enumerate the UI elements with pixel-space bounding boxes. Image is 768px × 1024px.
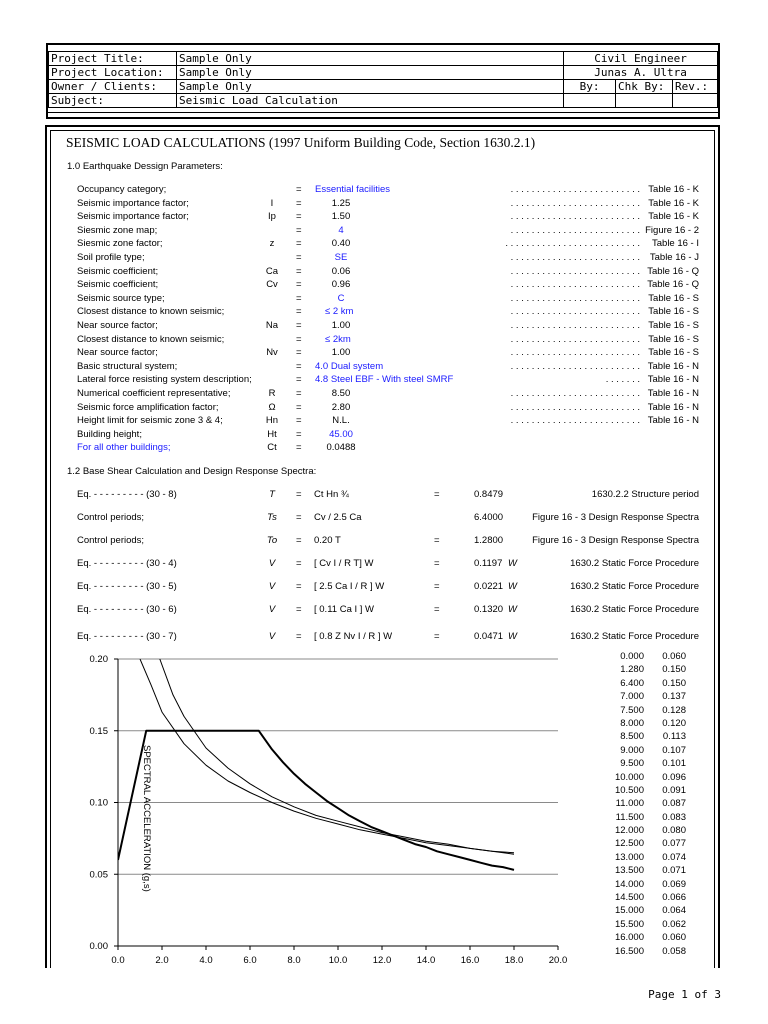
table-acceleration: 0.150: [662, 677, 686, 689]
owner-label: Owner / Clients:: [49, 80, 177, 94]
equation-label: Eq. - - - - - - - - - (30 - 5): [77, 581, 177, 592]
param-label: Closest distance to known seismic;: [77, 306, 225, 318]
equation-reference: 1630.2 Static Force Procedure: [570, 604, 699, 615]
param-equals: =: [296, 374, 302, 386]
param-dots: . . . . . . . . . . . . . . . . . . . . . . . . . .: [505, 238, 640, 250]
engineer-title: Civil Engineer: [564, 52, 718, 66]
header-table: [48, 51, 718, 108]
param-equals: =: [296, 265, 302, 277]
equation-label: Eq. - - - - - - - - - (30 - 8): [77, 489, 177, 500]
param-equals: =: [296, 211, 302, 223]
param-equals: =: [296, 238, 302, 250]
table-row: [590, 651, 700, 664]
equation-expression: [ 0.8 Z Nv I / R ] W: [314, 631, 393, 642]
equation-symbol: V: [268, 558, 276, 569]
equation-equals: =: [296, 535, 302, 546]
equation-value: 0.1197: [474, 558, 503, 569]
equation-reference: Figure 16 - 3 Design Response Spectra: [532, 535, 699, 546]
x-tick-label: 12.0: [372, 955, 392, 966]
table-acceleration: 0.060: [662, 932, 686, 944]
document-title: SEISMIC LOAD CALCULATIONS (1997 Uniform Building Code, Section 1630.2.1): [66, 135, 536, 150]
section1-title: 1.0 Earthquake Dessign Parameters:: [67, 161, 223, 172]
project-location-value: Sample Only: [176, 66, 563, 80]
param-symbol: Cv: [266, 279, 278, 291]
x-tick-label: 6.0: [243, 955, 257, 966]
param-symbol: z: [269, 238, 275, 250]
param-row: [0, 334, 768, 347]
param-label: Near source factor;: [77, 347, 158, 359]
param-equals: =: [296, 306, 302, 318]
table-acceleration: 0.071: [662, 865, 686, 877]
table-period: 16.500: [614, 945, 644, 957]
table-acceleration: 0.060: [662, 651, 686, 662]
param-value: Essential facilities: [315, 184, 390, 195]
param-row: [0, 198, 768, 211]
param-dots: . . . . . . . . . . . . . . . . . . . . . . . . .: [510, 306, 640, 318]
param-row: [0, 388, 768, 401]
equation-symbol: V: [268, 581, 276, 592]
param-equals: =: [296, 197, 302, 209]
param-dots: . . . . . . . . . . . . . . . . . . . . . . . . .: [510, 211, 640, 223]
param-row: [0, 415, 768, 428]
table-period: 16.000: [614, 932, 644, 944]
equation-reference: 1630.2.2 Structure period: [591, 489, 699, 500]
equation-row: [0, 489, 768, 503]
equation-unit: W: [508, 581, 517, 592]
equation-label: Control periods;: [77, 512, 145, 523]
param-dots: . . . . . . . . . . . . . . . . . . . . . . . . .: [510, 388, 640, 399]
project-title-label: Project Title:: [49, 52, 177, 66]
param-value: 0.40: [331, 238, 351, 250]
param-dots: . . . . . . . . . . . . . . . . . . . . . . . . .: [510, 401, 640, 413]
param-row: [0, 402, 768, 415]
param-row: [0, 211, 768, 224]
rev-label: Rev.:: [672, 80, 717, 94]
param-row: [0, 429, 768, 442]
table-row: [590, 879, 700, 892]
table-acceleration: 0.069: [662, 878, 686, 890]
equation-equals: =: [296, 512, 302, 523]
param-equals: =: [296, 292, 302, 304]
table-row: [590, 718, 700, 731]
param-label: Seismic importance factor;: [77, 211, 189, 223]
equation-label: Control periods;: [77, 535, 145, 546]
table-acceleration: 0.087: [662, 798, 686, 810]
param-dots: . . . . . . .: [605, 374, 640, 386]
equation-row: [0, 535, 768, 549]
equation-row: [0, 581, 768, 595]
table-row: [590, 798, 700, 811]
param-reference: Table 16 - N: [647, 388, 699, 399]
param-label: Closest distance to known seismic;: [77, 333, 225, 345]
table-acceleration: 0.058: [662, 945, 686, 957]
engineer-name: Junas A. Ultra: [564, 66, 718, 80]
param-dots: . . . . . . . . . . . . . . . . . . . . . . . . .: [510, 279, 640, 291]
param-dots: . . . . . . . . . . . . . . . . . . . . . . . . .: [510, 320, 640, 331]
param-symbol: Na: [265, 320, 279, 331]
y-tick-label: 0.15: [89, 725, 108, 737]
param-value: 45.00: [329, 428, 353, 440]
header-bottom-rule: [48, 112, 718, 113]
param-symbol: Ω: [268, 401, 276, 413]
table-period: 7.500: [620, 704, 644, 716]
chk-value: [616, 94, 673, 108]
param-reference: Table 16 - S: [648, 306, 699, 318]
param-equals: =: [296, 360, 302, 372]
table-row: [590, 731, 700, 744]
param-dots: . . . . . . . . . . . . . . . . . . . . . . . . .: [510, 252, 640, 263]
by-label: By:: [564, 80, 616, 94]
equation-equals-2: =: [434, 558, 440, 569]
param-row: [0, 238, 768, 251]
param-dots: . . . . . . . . . . . . . . . . . . . . . . . . .: [510, 347, 640, 359]
table-row: [590, 705, 700, 718]
param-equals: =: [296, 442, 302, 454]
equation-equals-2: =: [434, 489, 440, 500]
param-label: Building height;: [77, 428, 142, 440]
equation-equals: =: [296, 604, 302, 615]
table-acceleration: 0.080: [662, 825, 686, 837]
param-reference: Table 16 - K: [648, 197, 699, 209]
header-block: [46, 43, 720, 119]
equation-symbol: T: [269, 489, 275, 500]
param-value: ≤ 2km: [325, 333, 351, 345]
param-row: [0, 279, 768, 292]
equation-equals: =: [296, 558, 302, 569]
page-number: Page 1 of 3: [648, 988, 721, 1001]
param-label: Occupancy category;: [77, 184, 167, 195]
equation-symbol: V: [268, 604, 276, 615]
equation-reference: Figure 16 - 3 Design Response Spectra: [532, 512, 699, 523]
param-row: [0, 225, 768, 238]
table-period: 13.500: [614, 865, 644, 877]
param-value: 1.50: [331, 211, 351, 223]
table-acceleration: 0.083: [662, 811, 686, 823]
param-dots: . . . . . . . . . . . . . . . . . . . . . . . . .: [510, 197, 640, 209]
param-equals: =: [296, 388, 302, 399]
table-acceleration: 0.128: [662, 704, 686, 716]
equation-unit: W: [508, 631, 517, 642]
table-acceleration: 0.066: [662, 892, 686, 904]
x-tick-label: 20.0: [548, 955, 568, 966]
param-label: Seismic importance factor;: [77, 197, 189, 209]
table-period: 11.000: [615, 798, 644, 810]
table-row: [590, 865, 700, 878]
param-symbol: I: [270, 197, 274, 209]
param-dots: . . . . . . . . . . . . . . . . . . . . . . . . .: [510, 292, 640, 304]
param-row: [0, 252, 768, 265]
table-acceleration: 0.096: [662, 771, 686, 783]
param-equals: =: [296, 252, 302, 263]
param-row: [0, 320, 768, 333]
param-value: 0.0488: [326, 442, 356, 454]
table-row: [590, 905, 700, 918]
chk-label: Chk By:: [616, 80, 673, 94]
param-label: Basic structural system;: [77, 360, 178, 372]
equation-equals-2: =: [434, 631, 440, 642]
param-dots: . . . . . . . . . . . . . . . . . . . . . . . . .: [510, 184, 640, 195]
table-period: 10.500: [614, 784, 644, 796]
by-value: [564, 94, 616, 108]
param-symbol: Ht: [267, 428, 277, 440]
table-acceleration: 0.101: [662, 758, 686, 770]
table-acceleration: 0.074: [662, 851, 686, 863]
spectrum-data-table: [590, 651, 700, 959]
param-equals: =: [296, 320, 302, 331]
param-label: For all other buildings;: [77, 442, 171, 454]
param-label: Siesmic zone map;: [77, 224, 158, 236]
subject-label: Subject:: [49, 94, 177, 108]
equation-value: 6.4000: [474, 512, 504, 523]
table-acceleration: 0.064: [662, 905, 686, 917]
param-reference: Table 16 - K: [648, 184, 699, 195]
equation-expression: [ 2.5 Ca I / R ] W: [314, 581, 385, 592]
table-acceleration: 0.120: [662, 717, 686, 729]
section2-title: 1.2 Base Shear Calculation and Design Response Spectra:: [67, 466, 317, 477]
param-equals: =: [296, 347, 302, 359]
param-label: Seismic coefficient;: [77, 265, 159, 277]
param-label: Near source factor;: [77, 320, 158, 331]
param-reference: Table 16 - N: [647, 415, 699, 427]
param-value: 4.8 Steel EBF - With steel SMRF: [315, 374, 454, 386]
param-reference: Table 16 - K: [648, 211, 699, 223]
param-row: [0, 306, 768, 319]
param-reference: Table 16 - Q: [647, 265, 699, 277]
table-row: [590, 946, 700, 959]
param-reference: Table 16 - S: [648, 333, 699, 345]
equation-expression: [ Cv I / R T] W: [314, 558, 374, 569]
param-value: 4: [338, 224, 344, 236]
x-tick-label: 0.0: [111, 955, 125, 966]
param-reference: Table 16 - N: [647, 401, 699, 413]
table-acceleration: 0.113: [662, 731, 686, 743]
equation-value: 0.0471: [474, 631, 504, 642]
param-symbol: Ct: [267, 442, 277, 454]
equation-label: Eq. - - - - - - - - - (30 - 6): [77, 604, 177, 615]
table-period: 0.000: [620, 651, 644, 662]
param-reference: Figure 16 - 2: [645, 224, 699, 236]
param-equals: =: [296, 184, 302, 195]
table-row: [590, 678, 700, 691]
equation-row: [0, 558, 768, 572]
param-value: 0.96: [331, 279, 351, 291]
param-value: SE: [334, 252, 348, 263]
equation-expression: Cv / 2.5 Ca: [314, 512, 362, 523]
param-reference: Table 16 - S: [648, 347, 699, 359]
x-tick-label: 18.0: [504, 955, 524, 966]
equation-equals: =: [296, 489, 302, 500]
param-row: [0, 361, 768, 374]
param-value: 1.00: [331, 347, 351, 359]
param-row: [0, 184, 768, 197]
table-period: 11.500: [615, 811, 644, 823]
param-row: [0, 347, 768, 360]
table-period: 8.500: [620, 731, 644, 743]
param-label: Soil profile type;: [77, 252, 145, 263]
param-value: 1.00: [331, 320, 351, 331]
param-dots: . . . . . . . . . . . . . . . . . . . . . . . . .: [510, 224, 640, 236]
equation-value: 1.2800: [474, 535, 504, 546]
table-row: [590, 812, 700, 825]
y-axis-label: SPECTRAL ACCELERATION (g,s): [141, 745, 152, 892]
param-value: C: [337, 292, 345, 304]
param-value: 1.25: [331, 197, 351, 209]
table-row: [590, 825, 700, 838]
equation-value: 0.8479: [474, 489, 504, 500]
table-period: 15.000: [614, 905, 644, 917]
equation-expression: [ 0.11 Ca I ] W: [314, 604, 375, 615]
equation-equals-2: =: [434, 535, 440, 546]
project-title-value: Sample Only: [176, 52, 563, 66]
y-tick-label: 0.20: [89, 654, 108, 665]
param-reference: Table 16 - I: [652, 238, 699, 250]
table-period: 14.000: [614, 878, 644, 890]
table-row: [590, 758, 700, 771]
table-period: 1.280: [620, 664, 644, 676]
table-row: [590, 691, 700, 704]
table-row: [590, 838, 700, 851]
table-period: 7.000: [620, 691, 644, 703]
owner-value: Sample Only: [176, 80, 563, 94]
param-label: Seismic coefficient;: [77, 279, 159, 291]
equation-unit: W: [508, 604, 517, 615]
equation-equals: =: [296, 631, 302, 642]
param-row: [0, 293, 768, 306]
equation-reference: 1630.2 Static Force Procedure: [570, 558, 699, 569]
equation-unit: W: [508, 558, 517, 569]
equation-label: Eq. - - - - - - - - - (30 - 7): [77, 631, 177, 642]
equation-label: Eq. - - - - - - - - - (30 - 4): [77, 558, 177, 569]
equation-equals: =: [296, 581, 302, 592]
equation-symbol: V: [268, 631, 276, 642]
equation-value: 0.1320: [474, 604, 504, 615]
param-symbol: Ca: [265, 265, 279, 277]
y-tick-label: 0.00: [89, 941, 108, 952]
y-tick-label: 0.10: [89, 797, 108, 809]
table-acceleration: 0.091: [662, 784, 686, 796]
equation-value: 0.0221: [474, 581, 504, 592]
table-row: [590, 932, 700, 945]
param-reference: Table 16 - N: [647, 360, 699, 372]
equation-symbol: To: [266, 535, 278, 546]
x-tick-label: 8.0: [287, 955, 301, 966]
table-period: 13.000: [614, 851, 644, 863]
param-equals: =: [296, 279, 302, 291]
param-equals: =: [296, 415, 302, 427]
table-acceleration: 0.062: [662, 918, 686, 930]
param-label: Seismic source type;: [77, 292, 165, 304]
equation-reference: 1630.2 Static Force Procedure: [570, 631, 699, 642]
x-tick-label: 14.0: [416, 955, 436, 966]
table-row: [590, 772, 700, 785]
param-symbol: Hn: [265, 415, 279, 427]
table-period: 9.500: [620, 758, 644, 770]
param-equals: =: [296, 224, 302, 236]
table-period: 8.000: [620, 717, 644, 729]
param-dots: . . . . . . . . . . . . . . . . . . . . . . . . .: [510, 415, 640, 427]
table-period: 14.500: [614, 892, 644, 904]
param-reference: Table 16 - J: [649, 252, 699, 263]
param-reference: Table 16 - Q: [647, 279, 699, 291]
param-label: Seismic force amplification factor;: [77, 401, 219, 413]
table-acceleration: 0.150: [662, 664, 686, 676]
equation-expression: 0.20 T: [314, 535, 341, 546]
equation-row: [0, 631, 768, 645]
param-equals: =: [296, 401, 302, 413]
param-symbol: Nv: [266, 347, 278, 359]
table-acceleration: 0.077: [662, 838, 686, 850]
param-symbol: Ip: [268, 211, 276, 223]
param-value: 4.0 Dual system: [315, 360, 384, 372]
param-reference: Table 16 - S: [648, 320, 699, 331]
table-row: [590, 785, 700, 798]
param-dots: . . . . . . . . . . . . . . . . . . . . . . . . .: [510, 265, 640, 277]
table-acceleration: 0.107: [662, 744, 686, 756]
param-reference: Table 16 - S: [648, 292, 699, 304]
param-equals: =: [296, 333, 302, 345]
param-dots: . . . . . . . . . . . . . . . . . . . . . . . . .: [510, 333, 640, 345]
param-label: Lateral force resisting system description;: [77, 374, 252, 386]
param-equals: =: [296, 428, 302, 440]
equation-equals-2: =: [434, 604, 440, 615]
table-acceleration: 0.137: [662, 691, 686, 703]
equation-reference: 1630.2 Static Force Procedure: [570, 581, 699, 592]
table-row: [590, 852, 700, 865]
equation-symbol: Ts: [267, 512, 277, 523]
equation-row: [0, 512, 768, 526]
param-reference: Table 16 - N: [647, 374, 699, 386]
table-row: [590, 745, 700, 758]
rev-value: [672, 94, 717, 108]
x-tick-label: 2.0: [155, 955, 169, 966]
param-row: [0, 442, 768, 455]
table-period: 6.400: [620, 677, 644, 689]
x-tick-label: 16.0: [460, 955, 480, 966]
param-value: 0.06: [331, 265, 351, 277]
table-period: 12.000: [614, 825, 644, 837]
param-dots: . . . . . . . . . . . . . . . . . . . . . . . . .: [510, 360, 640, 372]
param-row: [0, 266, 768, 279]
param-row: [0, 374, 768, 387]
y-tick-label: 0.05: [89, 869, 108, 881]
param-value: ≤ 2 km: [325, 306, 354, 318]
equation-expression: Ct Hn ¾: [314, 489, 349, 500]
table-row: [590, 892, 700, 905]
param-value: 2.80: [331, 401, 351, 413]
table-period: 9.000: [620, 744, 644, 756]
param-symbol: R: [268, 388, 276, 399]
param-label: Numerical coefficient representative;: [77, 388, 231, 399]
project-location-label: Project Location:: [49, 66, 177, 80]
table-period: 12.500: [614, 838, 644, 850]
subject-value: Seismic Load Calculation: [176, 94, 563, 108]
table-row: [590, 664, 700, 677]
x-tick-label: 4.0: [199, 955, 213, 966]
equation-equals-2: =: [434, 581, 440, 592]
table-period: 15.500: [614, 918, 644, 930]
param-label: Height limit for seismic zone 3 & 4;: [77, 415, 223, 427]
table-row: [590, 919, 700, 932]
param-value: N.L.: [332, 415, 350, 427]
param-value: 8.50: [331, 388, 351, 399]
table-period: 10.000: [614, 771, 644, 783]
param-label: Siesmic zone factor;: [77, 238, 163, 250]
x-tick-label: 10.0: [328, 955, 348, 966]
equation-row: [0, 604, 768, 618]
